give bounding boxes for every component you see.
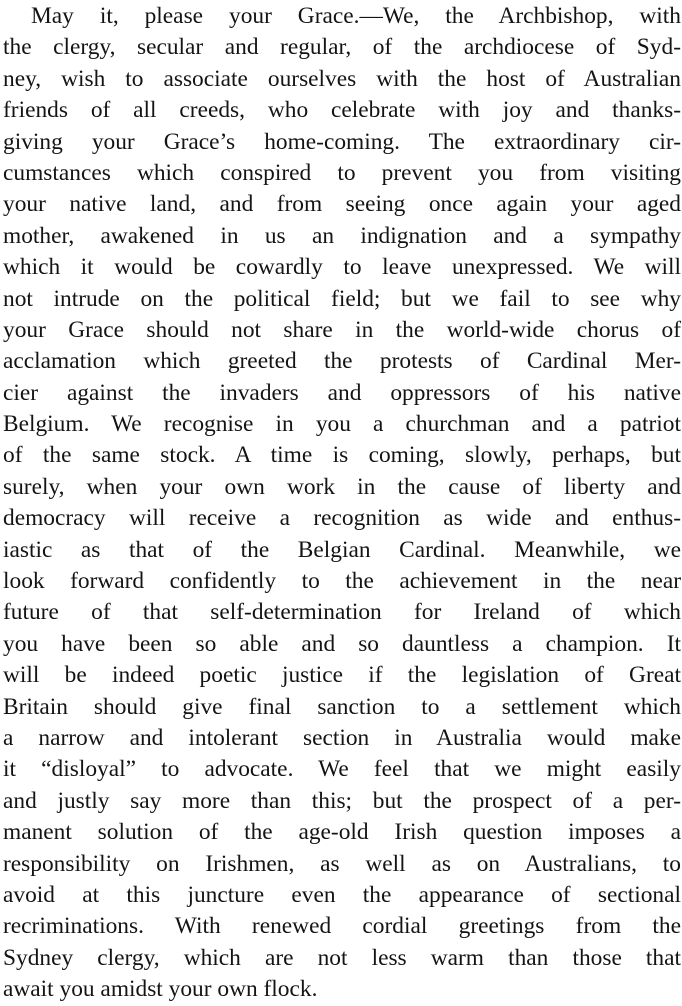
text-line: friends of all creeds, who celebrate with joy and thanks- bbox=[3, 97, 681, 124]
text-line: your native land, and from seeing once again your aged bbox=[3, 191, 681, 218]
text-line: which it would be cowardly to leave unexpressed. We will bbox=[3, 254, 681, 281]
text-line: responsibility on Irishmen, as well as on Australians, to bbox=[3, 850, 681, 877]
text-line: Sydney clergy, which are not less warm than those that bbox=[3, 944, 681, 971]
text-line: recriminations. With renewed cordial greetings from the bbox=[3, 913, 681, 940]
text-line: and justly say more than this; but the prospect of a per- bbox=[3, 787, 681, 814]
text-line: look forward confidently to the achievement in the near bbox=[3, 568, 681, 595]
text-line: acclamation which greeted the protests of Cardinal Mer- bbox=[3, 348, 681, 375]
text-line: you have been so able and so dauntless a champion. It bbox=[3, 630, 681, 657]
text-line: avoid at this juncture even the appearance of sectional bbox=[3, 881, 681, 908]
text-line: giving your Grace’s home-coming. The extraordinary cir- bbox=[3, 128, 681, 155]
text-line: manent solution of the age-old Irish question imposes a bbox=[3, 819, 681, 846]
text-line: your Grace should not share in the world-wide chorus of bbox=[3, 316, 681, 343]
text-line: will be indeed poetic justice if the legislation of Great bbox=[3, 662, 681, 689]
text-line: Belgium. We recognise in you a churchman and a patriot bbox=[3, 411, 681, 438]
text-line: cumstances which conspired to prevent you from visiting bbox=[3, 159, 681, 186]
text-line: cier against the invaders and oppressors of his native bbox=[3, 379, 681, 406]
text-line: mother, awakened in us an indignation and a sympathy bbox=[3, 222, 681, 249]
text-line: surely, when your own work in the cause of liberty and bbox=[3, 473, 681, 500]
text-line: democracy will receive a recognition as wide and enthus- bbox=[3, 505, 681, 532]
text-line: May it, please your Grace.—We, the Archbishop, with bbox=[31, 3, 681, 29]
text-line: future of that self-determination for Ireland of which bbox=[3, 599, 681, 626]
text-line: of the same stock. A time is coming, slowly, perhaps, but bbox=[3, 442, 681, 469]
text-line: await you amidst your own flock. bbox=[3, 976, 318, 1003]
text-line: a narrow and intolerant section in Australia would make bbox=[3, 724, 681, 751]
text-line: ney, wish to associate ourselves with the host of Australian bbox=[3, 65, 681, 92]
text-line: the clergy, secular and regular, of the archdiocese of Syd- bbox=[3, 34, 681, 61]
text-line: it “disloyal” to advocate. We feel that we might easily bbox=[3, 756, 681, 783]
text-line: Britain should give final sanction to a settlement which bbox=[3, 693, 681, 720]
address-paragraph bbox=[3, 1, 681, 1006]
text-line: iastic as that of the Belgian Cardinal. Meanwhile, we bbox=[3, 536, 681, 563]
text-line: not intrude on the political field; but we fail to see why bbox=[3, 285, 681, 312]
